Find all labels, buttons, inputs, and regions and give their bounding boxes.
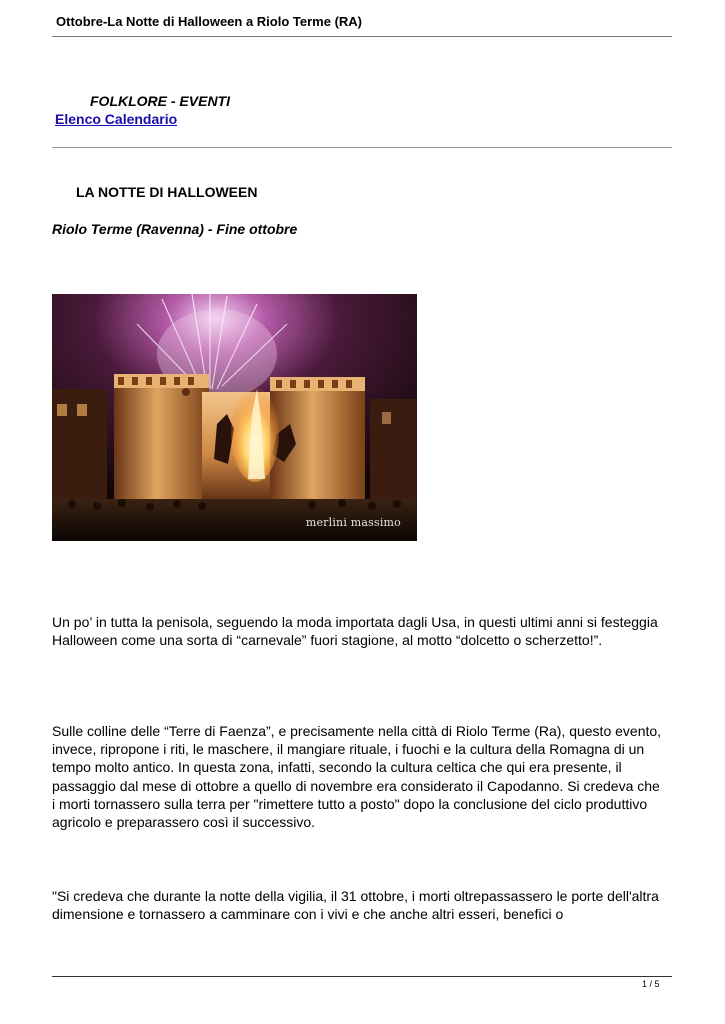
- castle-fireworks-photo: [52, 294, 417, 541]
- article-title: LA NOTTE DI HALLOWEEN: [76, 184, 258, 200]
- article-paragraph: Un po’ in tutta la penisola, seguendo la moda importata dagli Usa, in questi ultimi anni si festeggia Halloween come una sorta di “carnevale” fuori stagione, al motto “dolcetto o scherzetto!”.: [52, 614, 658, 649]
- section-divider: [52, 147, 672, 148]
- calendar-list-link[interactable]: Elenco Calendario: [55, 111, 178, 127]
- category-label: FOLKLORE - EVENTI: [90, 93, 230, 109]
- page-number: 1 / 5: [642, 979, 660, 989]
- article-subtitle: Riolo Terme (Ravenna) - Fine ottobre: [52, 221, 298, 237]
- footer-divider: [52, 976, 672, 977]
- document-header-title: Ottobre-La Notte di Halloween a Riolo Terme (RA): [56, 14, 363, 29]
- header-divider: [52, 36, 672, 37]
- article-paragraph: "Si credeva che durante la notte della vigilia, il 31 ottobre, i morti oltrepassassero le porte dell'altra dimensione e tornassero a camminare con i vivi e che anche altri esseri, benefici o: [52, 888, 659, 923]
- article-paragraph: Sulle colline delle “Terre di Faenza”, e precisamente nella città di Riolo Terme (Ra), questo evento, invece, ripropone i riti, le maschere, il mangiare rituale, i fuochi e la cultura della Romagna di un tempo molto antico. In questa zona, infatti, secondo la cultura celtica che qui era presente, il passaggio dal mese di ottobre a quello di novembre era considerato il Capodanno. Si credeva che i morti tornassero sulla terra per "rimettere tutto a posto" dopo la conclusione del ciclo produttivo agricolo e preparassero così il successivo.: [52, 723, 662, 831]
- photo-credit: merlini massimo: [305, 516, 401, 529]
